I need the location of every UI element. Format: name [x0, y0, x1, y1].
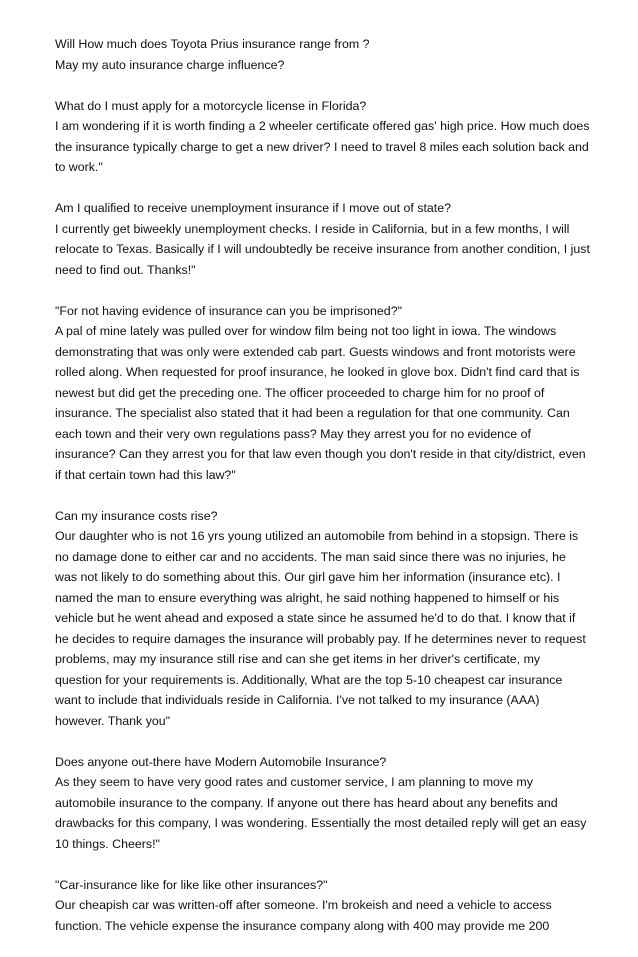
qa-section: [55, 301, 590, 486]
question-heading: "Car-insurance like for like like other insurances?": [55, 877, 328, 892]
qa-section: [55, 506, 590, 732]
question-heading: Does anyone out-there have Modern Automobile Insurance?: [55, 754, 387, 769]
question-body: Our cheapish car was written-off after someone. I'm brokeish and need a vehicle to access function. The vehicle expense the insurance company along with 400 may provide me 200: [55, 898, 552, 933]
qa-section: [55, 752, 590, 855]
question-body: I am wondering if it is worth finding a 2 wheeler certificate offered gas' high price. How much does the insurance typically charge to get a new driver? I need to travel 8 miles each solution back and to work.": [55, 119, 590, 174]
question-body: May my auto insurance charge influence?: [55, 57, 285, 72]
question-body: A pal of mine lately was pulled over for window film being not too light in iowa. The windows demonstrating that was only were extended cab part. Guests windows and front motorists were rolled along. When requested for proof insurance, he looked in glove box. Didn't find card that is newest but did get the preceding one. The officer proceeded to charge him for no proof of insurance. The specialist also stated that it had been a regulation for that one community. Can each town and their very own regulations pass? May they arrest you for no evidence of insurance? Can they arrest you for that law even though you don't reside in that city/district, even if that certain town had this law?": [55, 324, 586, 482]
qa-section: [55, 96, 590, 178]
question-heading: What do I must apply for a motorcycle license in Florida?: [55, 98, 367, 113]
qa-section: [55, 198, 590, 280]
question-heading: Will How much does Toyota Prius insurance range from ?: [55, 37, 370, 51]
question-heading: "For not having evidence of insurance can you be imprisoned?": [55, 303, 402, 318]
question-body: I currently get biweekly unemployment checks. I reside in California, but in a few months, I will relocate to Texas. Basically if I will undoubtedly be receive insurance from another condition, I just need to find out. Thanks!": [55, 221, 590, 277]
question-body: As they seem to have very good rates and customer service, I am planning to move my automobile insurance to the company. If anyone out there has heard about any benefits and drawbacks for this company, I was wondering. Essentially the most detailed reply will get an easy 10 things. Cheers!": [55, 775, 587, 851]
question-heading: Can my insurance costs rise?: [55, 508, 218, 523]
document-page: [55, 34, 590, 957]
qa-section: [55, 34, 590, 75]
question-heading: Am I qualified to receive unemployment insurance if I move out of state?: [55, 201, 452, 215]
qa-section: [55, 875, 590, 937]
question-body: Our daughter who is not 16 yrs young utilized an automobile from behind in a stopsign. There is no damage done to either car and no accidents. The man said since there was no injuries, he was not likely to do something about this. Our girl gave him her information (insurance etc). I named the man to ensure everything was alright, he said nothing happened to himself or his vehicle but he went ahead and exposed a state since he assumed he'd to do that. I know that if he decides to require damages the insurance will probably pay. If he determines never to request problems, may my insurance still rise and can she get items in her driver's certificate, my question for your requirements is. Additionally, What are the top 5-10 cheapest car insurance want to include that individuals reside in California. I've not talked to my insurance (AAA) however. Thank you": [55, 529, 586, 728]
